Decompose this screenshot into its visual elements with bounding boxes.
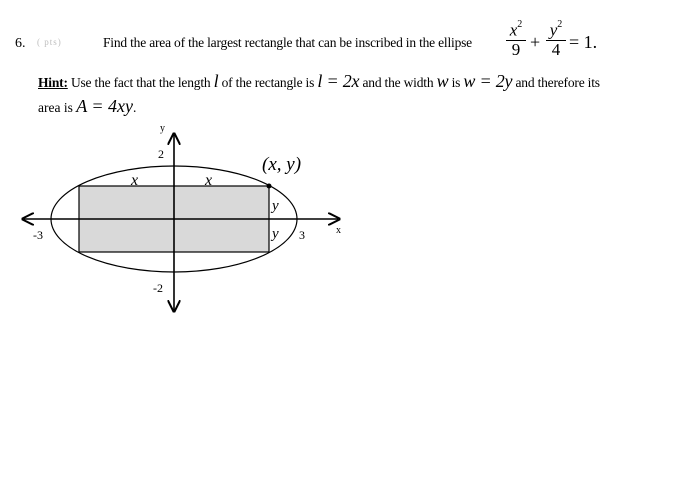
hint-width-var: w — [436, 71, 449, 91]
fraction-x-denominator: 9 — [511, 39, 521, 59]
hint-length-formula: l = 2x — [317, 71, 360, 91]
hint-text-5: and therefore its — [515, 75, 600, 90]
half-length-label-left: x — [131, 172, 139, 189]
half-width-label-upper: y — [272, 198, 279, 214]
area-prefix: area is — [38, 100, 73, 115]
equation-plus: + — [530, 32, 541, 52]
area-formula: A = 4xy — [76, 96, 134, 116]
tick-y-neg-2: -2 — [153, 281, 163, 295]
equation-equals: = 1. — [569, 32, 598, 52]
fraction-x-numerator: x — [509, 20, 518, 40]
fraction-y-numerator: y — [549, 20, 558, 40]
fraction-x-exponent: 2 — [517, 19, 523, 30]
tick-y-2: 2 — [158, 147, 164, 161]
tick-x-3: 3 — [299, 228, 305, 242]
hint-text-1: Use the fact that the length — [70, 75, 211, 90]
y-axis-label: y — [160, 123, 165, 134]
area-suffix: . — [133, 100, 137, 115]
corner-point — [267, 184, 272, 189]
points-label: ( pts) — [37, 37, 62, 47]
x-axis-label: x — [336, 225, 341, 236]
problem-statement: Find the area of the largest rectangle that can be inscribed in the ellipse — [103, 35, 472, 50]
hint-text-2: of the rectangle is — [221, 75, 315, 90]
corner-label: (x, y) — [262, 154, 302, 175]
fraction-y-exponent: 2 — [557, 19, 563, 30]
half-width-label-lower: y — [272, 226, 279, 242]
tick-x-neg-3: -3 — [33, 228, 43, 242]
hint-text-3: and the width — [362, 75, 434, 90]
problem-number: 6. — [15, 36, 26, 51]
hint-text-4: is — [451, 75, 461, 90]
hint-label: Hint: — [38, 75, 68, 90]
hint-width-formula: w = 2y — [463, 71, 513, 91]
hint-length-var: l — [213, 71, 219, 91]
half-length-label-right: x — [205, 172, 213, 189]
fraction-y-denominator: 4 — [551, 39, 561, 59]
